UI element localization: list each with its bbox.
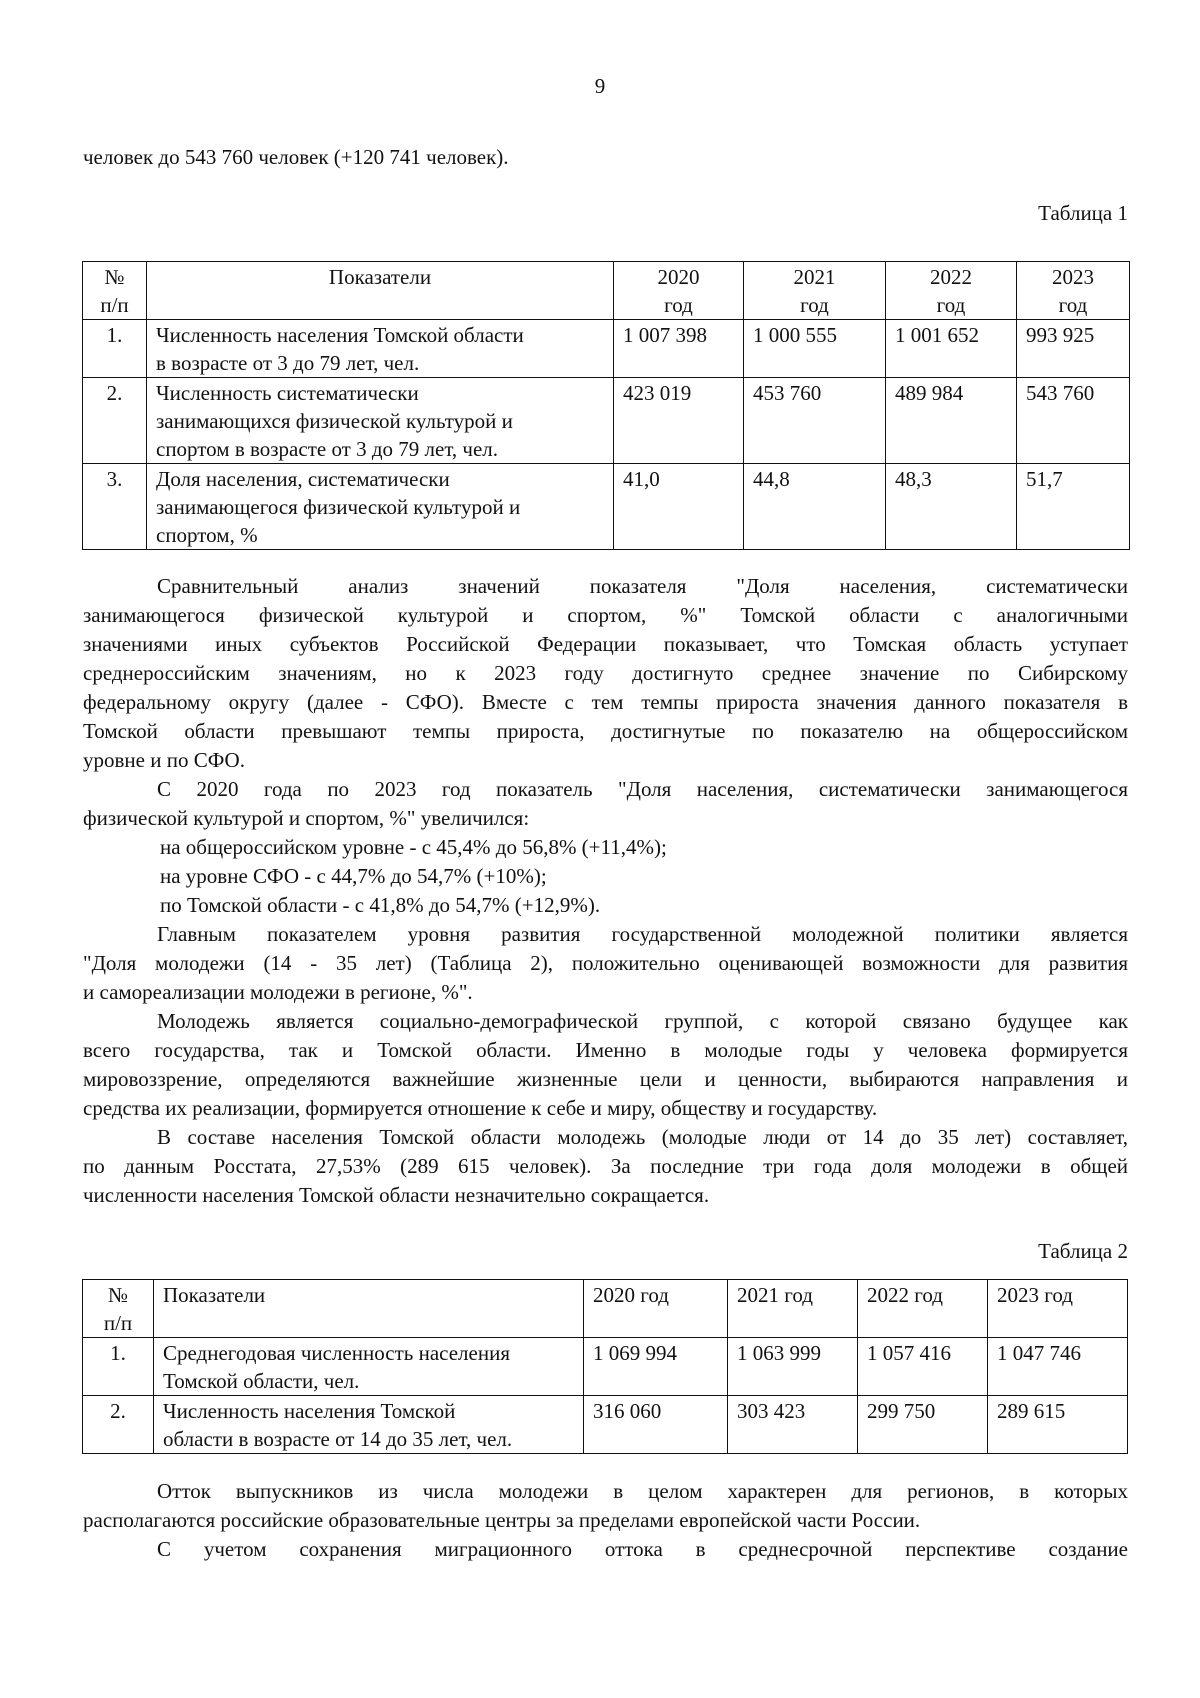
- cell-value: 48,3: [886, 464, 1017, 550]
- paragraph-line: В составе населения Томской области молодежь (молодые люди от 14 до 35 лет) составляет,: [157, 1125, 1128, 1149]
- cell-value: 489 984: [886, 378, 1017, 464]
- page-number: 9: [594, 74, 606, 98]
- paragraph-line: располагаются российские образовательные центры за пределами европейской части России.: [83, 1508, 921, 1532]
- paragraph-line: всего государства, так и Томской области. Именно в молодые годы у человека формируется: [83, 1038, 1128, 1062]
- table2-header-year: 2023 год: [988, 1280, 1128, 1338]
- paragraph-line: Томской области превышают темпы прироста, достигнутые по показателю на общероссийском: [83, 719, 1128, 743]
- table2-header-row: [83, 1280, 1128, 1338]
- table2-header-indicator: Показатели: [154, 1280, 584, 1338]
- paragraph-line: мировоззрение, определяются важнейшие жизненные цели и ценности, выбираются направления и: [83, 1067, 1128, 1091]
- row-num: 3.: [83, 464, 147, 550]
- table1-caption: Таблица 1: [1038, 201, 1128, 225]
- cell-value: 1 047 746: [988, 1338, 1128, 1396]
- table2-header-year: 2020 год: [584, 1280, 728, 1338]
- row-label: Численность населения Томской области в возрасте от 14 до 35 лет, чел.: [154, 1396, 584, 1454]
- table1-header-year: 2021 год: [744, 262, 886, 320]
- table1-header-year: 2020 год: [614, 262, 744, 320]
- paragraph-line: уровне и по СФО.: [83, 748, 245, 772]
- table-row: [83, 1396, 1128, 1454]
- row-num: 2.: [83, 378, 147, 464]
- paragraph-line: физической культурой и спортом, %" увеличился:: [83, 806, 530, 830]
- row-num: 2.: [83, 1396, 154, 1454]
- row-label: Численность систематически занимающихся физической культурой и спортом в возрасте от 3 до 79 лет, чел.: [147, 378, 614, 464]
- paragraph-line: среднероссийским значениям, но к 2023 году достигнуто среднее значение по Сибирскому: [83, 661, 1128, 685]
- table2-header-num: № п/п: [83, 1280, 154, 1338]
- paragraph-line: средства их реализации, формируется отношение к себе и миру, обществу и государству.: [83, 1096, 878, 1120]
- table1-header-year: 2023 год: [1017, 262, 1130, 320]
- list-item: по Томской области - с 41,8% до 54,7% (+12,9%).: [160, 893, 601, 917]
- table-row: [83, 320, 1130, 378]
- paragraph-line: "Доля молодежи (14 - 35 лет) (Таблица 2), положительно оценивающей возможности для развития: [83, 951, 1128, 975]
- table2-caption: Таблица 2: [1038, 1239, 1128, 1263]
- paragraph-line: Молодежь является социально-демографической группой, с которой связано будущее как: [157, 1009, 1128, 1033]
- table1: [82, 261, 1130, 550]
- list-item: на общероссийском уровне - с 45,4% до 56,8% (+11,4%);: [160, 835, 667, 859]
- list-item: на уровне СФО - с 44,7% до 54,7% (+10%);: [160, 864, 547, 888]
- cell-value: 453 760: [744, 378, 886, 464]
- cell-value: 299 750: [858, 1396, 988, 1454]
- cell-value: 1 057 416: [858, 1338, 988, 1396]
- paragraph-line: федеральному округу (далее - СФО). Вместе с тем темпы прироста значения данного показателя в: [83, 690, 1128, 714]
- paragraph-line: значениями иных субъектов Российской Федерации показывает, что Томская область уступает: [83, 632, 1128, 656]
- table1-header-indicator: Показатели: [147, 262, 614, 320]
- row-num: 1.: [83, 320, 147, 378]
- table-row: [83, 464, 1130, 550]
- table2: [82, 1279, 1128, 1454]
- row-label: Доля населения, систематически занимающегося физической культурой и спортом, %: [147, 464, 614, 550]
- cell-value: 44,8: [744, 464, 886, 550]
- cell-value: 423 019: [614, 378, 744, 464]
- intro-line: человек до 543 760 человек (+120 741 человек).: [83, 145, 509, 169]
- paragraph-line: С 2020 года по 2023 год показатель "Доля населения, систематически занимающегося: [157, 777, 1128, 801]
- cell-value: 1 063 999: [728, 1338, 858, 1396]
- table2-header-year: 2022 год: [858, 1280, 988, 1338]
- cell-value: 303 423: [728, 1396, 858, 1454]
- row-num: 1.: [83, 1338, 154, 1396]
- paragraph-line: С учетом сохранения миграционного оттока в среднесрочной перспективе создание: [157, 1537, 1128, 1561]
- paragraph-line: Главным показателем уровня развития государственной молодежной политики является: [157, 922, 1128, 946]
- cell-value: 1 000 555: [744, 320, 886, 378]
- cell-value: 993 925: [1017, 320, 1130, 378]
- table1-header-num: № п/п: [83, 262, 147, 320]
- paragraph-line: по данным Росстата, 27,53% (289 615 человек). За последние три года доля молодежи в общей: [83, 1154, 1128, 1178]
- cell-value: 316 060: [584, 1396, 728, 1454]
- row-label: Среднегодовая численность населения Томской области, чел.: [154, 1338, 584, 1396]
- table-row: [83, 1338, 1128, 1396]
- cell-value: 1 069 994: [584, 1338, 728, 1396]
- paragraph-line: занимающегося физической культурой и спортом, %" Томской области с аналогичными: [83, 603, 1128, 627]
- cell-value: 289 615: [988, 1396, 1128, 1454]
- paragraph-line: и самореализации молодежи в регионе, %".: [83, 980, 473, 1004]
- paragraph-line: Сравнительный анализ значений показателя "Доля населения, систематически: [157, 574, 1128, 598]
- table2-header-year: 2021 год: [728, 1280, 858, 1338]
- table1-header-year: 2022 год: [886, 262, 1017, 320]
- cell-value: 41,0: [614, 464, 744, 550]
- table1-header-row: [83, 262, 1130, 320]
- paragraph-line: численности населения Томской области незначительно сокращается.: [83, 1183, 710, 1207]
- paragraph-line: Отток выпускников из числа молодежи в целом характерен для регионов, в которых: [157, 1479, 1128, 1503]
- cell-value: 543 760: [1017, 378, 1130, 464]
- cell-value: 1 007 398: [614, 320, 744, 378]
- table-row: [83, 378, 1130, 464]
- row-label: Численность населения Томской области в возрасте от 3 до 79 лет, чел.: [147, 320, 614, 378]
- cell-value: 1 001 652: [886, 320, 1017, 378]
- cell-value: 51,7: [1017, 464, 1130, 550]
